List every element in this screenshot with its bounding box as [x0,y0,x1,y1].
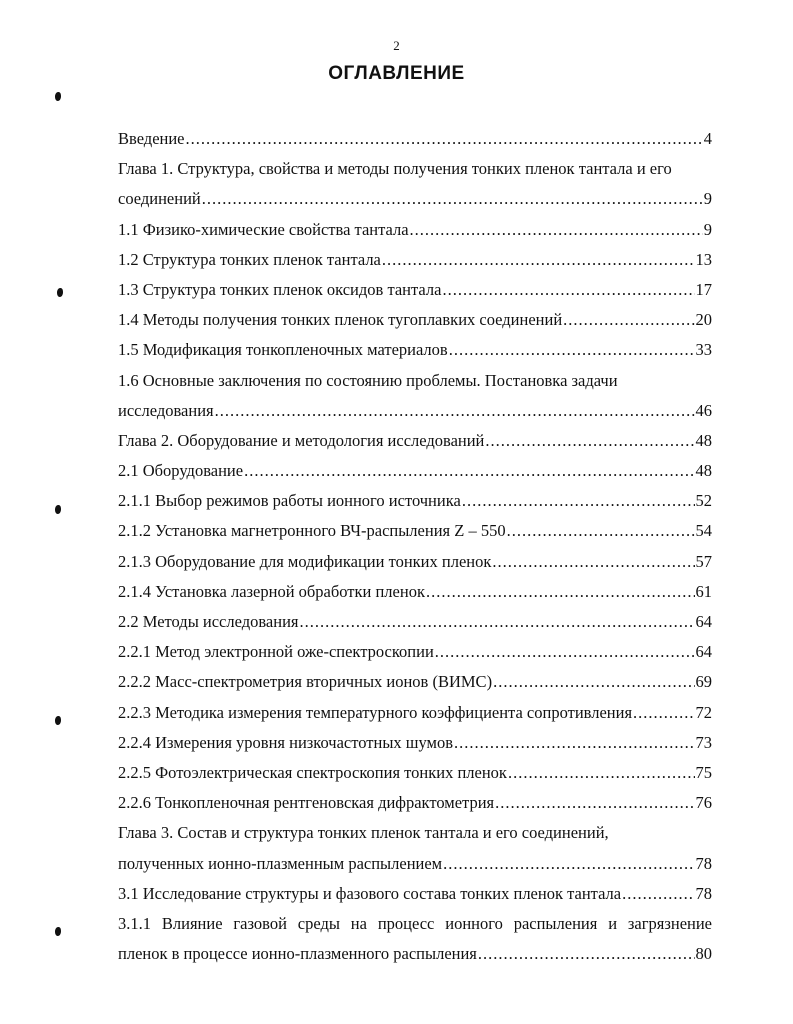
toc-entry-page: 46 [695,400,712,420]
toc-entry [118,486,712,516]
toc-entry-text: 1.2 Структура тонких пленок тантала [118,249,381,269]
toc-entry [118,879,712,909]
toc-leader-dots [454,728,695,758]
toc-entry-page: 54 [695,521,712,541]
toc-entry [118,366,712,396]
toc-entry [118,184,712,214]
toc-entry-text: 3.1.1 Влияние газовой среды на процесс ионного распыления и загрязнение [118,913,712,933]
toc-entry-page: 61 [695,581,712,601]
toc-leader-dots [449,335,695,365]
toc-entry-text: Глава 1. Структура, свойства и методы получения тонких пленок тантала и его [118,159,672,179]
toc-entry [118,758,712,788]
toc-entry-text: 2.2.2 Масс-спектрометрия вторичных ионов (ВИМС) [118,672,493,692]
toc-leader-dots [563,305,694,335]
toc-entry-text: 2.1.3 Оборудование для модификации тонких пленок [118,551,492,571]
toc-entry [118,245,712,275]
toc-entry-text: 2.2.4 Измерения уровня низкочастотных шумов [118,732,453,752]
toc-leader-dots [462,486,695,516]
toc-entry-text: 2.1.2 Установка магнетронного ВЧ-распыления Z – 550 [118,521,506,541]
toc-entry-page: 76 [695,793,712,813]
toc-entry-page: 73 [695,732,712,752]
toc-entry-text: 1.4 Методы получения тонких пленок тугоплавких соединений [118,310,563,330]
toc-entry [118,637,712,667]
toc-entry-text: 3.1 Исследование структуры и фазового состава тонких пленок тантала [118,883,622,903]
toc-entry [118,396,712,426]
toc-entry [118,275,712,305]
toc-leader-dots [508,758,695,788]
toc-entry-page: 78 [695,883,712,903]
toc-entry-text: 2.2 Методы исследования [118,612,299,631]
toc-entry [118,456,712,486]
toc-leader-dots [633,698,694,728]
toc-entry-page: 75 [695,762,712,782]
toc-leader-dots [186,124,703,154]
toc-leader-dots [300,607,695,637]
toc-entry-text: 2.1.1 Выбор режимов работы ионного источника [118,491,461,511]
toc-entry-page: 80 [695,944,712,964]
toc-entry-page: 4 [703,129,712,148]
toc-entry [118,728,712,758]
toc-entry [118,547,712,577]
toc-entry-page: 17 [695,279,712,299]
page-number: 2 [393,38,400,53]
toc-leader-dots [478,939,695,969]
toc-entry [118,849,712,879]
toc-entry [118,909,712,939]
toc-entry [118,305,712,335]
toc-entry-page: 9 [703,219,712,239]
toc-entry-text: пленок в процессе ионно-плазменного распыления [118,944,477,964]
toc-leader-dots [495,788,694,818]
toc-entry [118,667,712,697]
binding-mark [55,716,61,725]
toc-entry-page: 48 [695,430,712,450]
toc-entry-text: 1.6 Основные заключения по состоянию проблемы. Постановка задачи [118,370,618,390]
toc-entry [118,215,712,245]
toc-leader-dots [426,577,695,607]
toc-entry-page: 52 [695,491,712,511]
toc-title: ОГЛАВЛЕНИЕ [328,63,465,84]
toc-leader-dots [435,637,695,667]
toc-leader-dots [215,396,695,426]
toc-entry-text: 2.2.6 Тонкопленочная рентгеновская дифрактометрия [118,793,495,813]
toc-entry-text: Глава 2. Оборудование и методология исследований [118,430,485,450]
toc-leader-dots [493,667,694,697]
toc-leader-dots [202,184,703,214]
toc-entry [118,698,712,728]
toc-entry-page: 69 [695,672,712,692]
toc-entry-page: 9 [703,189,712,209]
toc-entry-page: 78 [695,853,712,873]
toc-entry [118,516,712,546]
toc-entry [118,335,712,365]
toc-leader-dots [443,849,694,879]
toc-leader-dots [410,215,703,245]
toc-entry-text: 1.5 Модификация тонкопленочных материалов [118,340,448,360]
table-of-contents [118,124,712,969]
toc-entry [118,154,712,184]
toc-entry-text: 2.1.4 Установка лазерной обработки пленок [118,581,425,601]
toc-entry-text: 1.1 Физико-химические свойства тантала [118,219,409,239]
toc-entry-text: соединений [118,189,201,209]
toc-entry [118,939,712,969]
toc-entry-page: 48 [695,461,712,481]
toc-entry-text: полученных ионно-плазменным распылением [118,853,443,873]
toc-leader-dots [485,426,694,456]
toc-leader-dots [492,547,694,577]
binding-mark [57,288,63,297]
toc-entry-page: 64 [695,642,712,662]
toc-entry-page: 33 [695,340,712,360]
toc-entry-page: 13 [695,249,712,269]
toc-leader-dots [382,245,695,275]
toc-entry [118,124,712,154]
toc-entry [118,607,712,637]
toc-entry-text: 1.3 Структура тонких пленок оксидов тантала [118,279,442,299]
toc-entry [118,577,712,607]
toc-leader-dots [442,275,694,305]
toc-entry-page: 64 [695,612,712,631]
toc-entry-text: 2.2.5 Фотоэлектрическая спектроскопия тонких пленок [118,762,507,782]
toc-entry-text: Введение [118,129,185,148]
toc-entry [118,818,712,848]
binding-mark [55,927,61,936]
toc-entry-text: исследования [118,400,214,420]
toc-entry-text: 2.2.1 Метод электронной оже-спектроскопии [118,642,434,662]
binding-mark [55,505,61,514]
toc-entry-page: 20 [695,310,712,330]
toc-entry-text: 2.2.3 Методика измерения температурного коэффициента сопротивления [118,702,633,722]
toc-entry [118,788,712,818]
toc-entry-text: Глава 3. Состав и структура тонких пленок тантала и его соединений, [118,823,609,843]
toc-entry-page: 57 [695,551,712,571]
toc-entry [118,426,712,456]
toc-entry-text: 2.1 Оборудование [118,461,244,481]
toc-entry-page: 72 [695,702,712,722]
toc-leader-dots [622,879,694,909]
binding-mark [55,92,61,101]
toc-leader-dots [507,516,695,546]
toc-leader-dots [244,456,694,486]
